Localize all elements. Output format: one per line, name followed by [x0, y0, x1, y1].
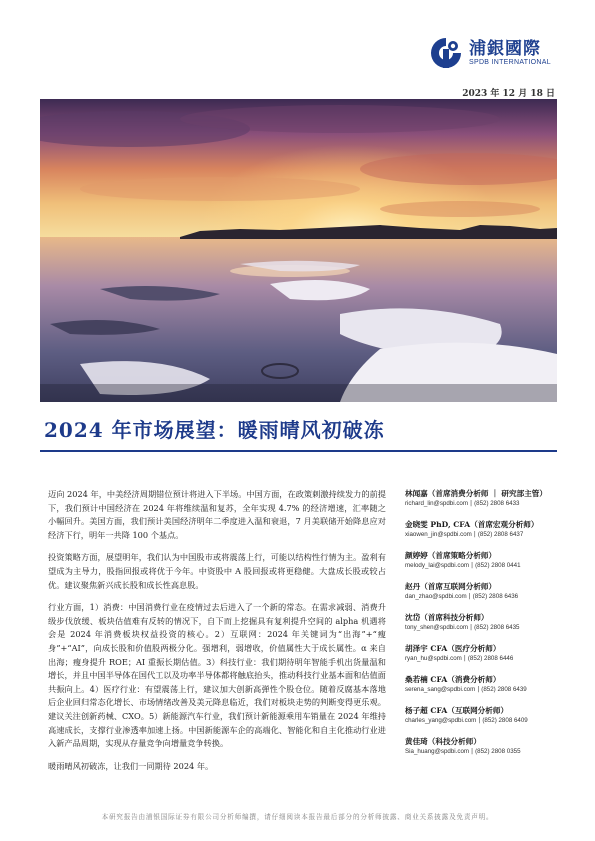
analyst-email[interactable]: serena_sang@spdbi.com	[405, 686, 476, 693]
report-date: 2023 年 12 月 18 日	[462, 89, 555, 99]
analyst-item: 赵丹（首席互联网分析师） dan_zhao@spdbi.com | (852) 2808 6436	[405, 581, 565, 601]
analyst-list	[405, 488, 565, 767]
brand-name-cn: 浦銀國際	[469, 39, 541, 59]
spdb-logo-icon	[429, 36, 463, 70]
paragraph-macro: 迈向 2024 年，中美经济周期错位预计将进入下半场。中国方面，在政策刺激持续发力的前提下，我们预计中国经济在 2024 年将维续温和复苏，全年实现 4.7% 的经济增速，汇率随之小幅回升。美国方面，我们预计美国经济明年二季度进入温和衰退，7 月美联储开始降息应对经济下行，明年一共降 100 个基点。	[48, 489, 386, 540]
paragraph-sectors: 行业方面，1）消费：中国消费行业在疫情过去后进入了一个新的常态。在需求减弱、消费升级步伐放缓、板块估值难有反转的情况下，自下而上挖掘具有复利提升空间的 alpha 机遇将会是 2024 年消费板块权益投资的核心。2）互联网：2024 年关键词为“出海”+“瘦身”+“AI”，向成长股和价值股两极分化。强增利，弱增收，价值属性大于成长属性。α 来自出海；瘦身提升 ROE；AI 重振长期估值。3）科技行业：我们期待明年智能手机出货量温和增长，并且中国半导体在国代工以及功率半导体都将触底抬头，推动科技行业基本面和估值面共振向上。4）医疗行业：有望震荡上行，建议加大创新高弹性个股仓位。随着反腐基本落地后企业回归常态化增长、市场情绪改善及美元降息临近，我们对板块走势的判断变得更乐观。建议关注创新药械、CXO。5）新能源汽车行业，我们预计新能源乘用车销量在 2024 年维持高速成长，支撑行业渗透率加速上扬。中国新能源车企的高端化、智能化和自主化推动行业进入新产品周期，实现从存量竞争向增量竞争转换。	[48, 602, 386, 749]
analyst-name: 颜婷婷（首席策略分析师）	[405, 551, 497, 560]
analyst-item: 胡泽宇 CFA（医疗分析师） ryan_hu@spdbi.com | (852) 2808 6446	[405, 643, 565, 663]
analyst-name: 林闻嘉（首席消费分析师 ｜ 研究部主管）	[405, 489, 547, 498]
analyst-email[interactable]: charles_yang@spdbi.com	[405, 717, 477, 724]
analyst-name: 黄佳琦（科技分析师）	[405, 737, 481, 746]
analyst-item: 颜婷婷（首席策略分析师） melody_lai@spdbi.com | (852) 2808 0441	[405, 550, 565, 570]
analyst-item: 金晓雯 PhD, CFA（首席宏观分析师） xiaowen_jin@spdbi.com | (852) 2808 6437	[405, 519, 565, 539]
analyst-name: 胡泽宇 CFA（医疗分析师）	[405, 644, 501, 653]
analyst-name: 桑若楠 CFA（消费分析师）	[405, 675, 501, 684]
title-divider	[40, 450, 557, 452]
report-body	[48, 488, 386, 782]
analyst-name: 杨子超 CFA（互联网分析师）	[405, 706, 509, 715]
analyst-phone: (852) 2808 6433	[474, 500, 520, 507]
analyst-phone: (852) 2808 6435	[474, 624, 520, 631]
brand-name-en: SPDB INTERNATIONAL	[469, 59, 551, 66]
analyst-phone: (852) 2808 6439	[481, 686, 527, 693]
report-title: 2024 年市场展望：暖雨晴风初破冻	[44, 418, 385, 442]
analyst-name: 金晓雯 PhD, CFA（首席宏观分析师）	[405, 520, 539, 529]
analyst-item: 杨子超 CFA（互联网分析师） charles_yang@spdbi.com | (852) 2808 6409	[405, 705, 565, 725]
analyst-name: 沈岱（首席科技分析师）	[405, 613, 489, 622]
analyst-item: 黄佳琦（科技分析师） Sia_huang@spdbi.com | (852) 2808 0355	[405, 736, 565, 756]
analyst-email[interactable]: melody_lai@spdbi.com	[405, 562, 470, 569]
analyst-phone: (852) 2808 0355	[475, 748, 521, 755]
analyst-phone: (852) 2808 6446	[467, 655, 514, 662]
analyst-phone: (852) 2808 0441	[475, 562, 521, 569]
paragraph-strategy: 投资策略方面，展望明年，我们认为中国股市或将震荡上行，可能以结构性行情为主。盈利有望成为主导力，股指回报或将优于今年。中资股中 A 股回报或将更稳健。大盘成长股或较占优。建议聚焦新兴成长股和成长性高息股。	[48, 552, 386, 590]
analyst-item: 桑若楠 CFA（消费分析师） serena_sang@spdbi.com | (852) 2808 6439	[405, 674, 565, 694]
analyst-phone: (852) 2808 6437	[477, 531, 524, 538]
analyst-email[interactable]: ryan_hu@spdbi.com	[405, 655, 462, 662]
analyst-email[interactable]: Sia_huang@spdbi.com	[405, 748, 470, 755]
analyst-item: 林闻嘉（首席消费分析师 ｜ 研究部主管） richard_lin@spdbi.com | (852) 2808 6433	[405, 488, 565, 508]
analyst-email[interactable]: dan_zhao@spdbi.com	[405, 593, 467, 600]
analyst-phone: (852) 2808 6409	[482, 717, 528, 724]
paragraph-closing: 暖雨晴风初破冻，让我们一同期待 2024 年。	[48, 760, 214, 771]
disclaimer-footer: 本研究报告由浦银国际证券有限公司分析师编撰，请仔细阅读本报告最后部分的分析师披露、商业关系披露及免责声明。	[101, 813, 494, 821]
analyst-email[interactable]: xiaowen_jin@spdbi.com	[405, 531, 472, 538]
analyst-email[interactable]: tony_shen@spdbi.com	[405, 624, 469, 631]
analyst-email[interactable]: richard_lin@spdbi.com	[405, 500, 469, 507]
analyst-item: 沈岱（首席科技分析师） tony_shen@spdbi.com | (852) 2808 6435	[405, 612, 565, 632]
analyst-name: 赵丹（首席互联网分析师）	[405, 582, 497, 591]
cover-image	[40, 99, 557, 402]
analyst-phone: (852) 2808 6436	[472, 593, 519, 600]
brand-logo	[429, 36, 551, 70]
